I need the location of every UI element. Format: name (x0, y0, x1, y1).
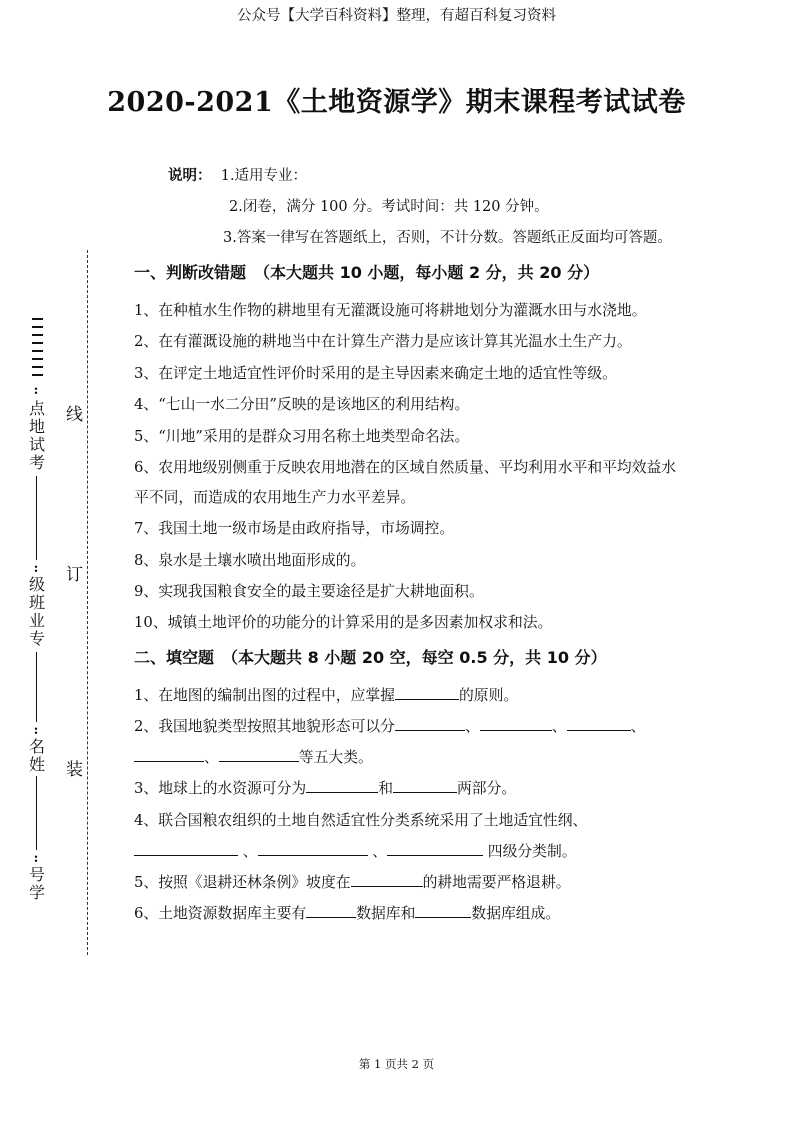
binding-char-line: 线 (66, 405, 83, 425)
name-underline (36, 776, 37, 850)
answer-blank (395, 685, 459, 700)
judge-question-5: 5、“川地”采用的是群众习用名称土地类型命名法。 (134, 428, 470, 445)
judge-question-4: 4、“七山一水二分田”反映的是该地区的利用结构。 (134, 396, 470, 413)
fill-question-1: 1、在地图的编制出图的过程中，应掌握 的原则。 (134, 687, 519, 704)
judge-question-3: 3、在评定土地适宜性评价时采用的是主导因素来确定土地的适宜性等级。 (134, 365, 617, 382)
judge-question-7: 7、我国土地一级市场是由政府指导，市场调控。 (134, 520, 455, 537)
answer-blank (134, 841, 238, 856)
judge-question-6-cont: 平不同，而造成的农用地生产力水平差异。 (134, 489, 416, 506)
answer-blank (134, 747, 204, 762)
judge-question-8: 8、泉水是土壤水喷出地面形成的。 (134, 552, 366, 569)
section-2-title: 二、填空题 （本大题共 8 小题 20 空，每空 0.5 分，共 10 分） (134, 648, 607, 667)
judge-question-2: 2、在有灌溉设施的耕地当中在计算生产潜力是应该计算其光温水土生产力。 (134, 333, 632, 350)
fill-question-2-cont: 、 等五大类。 (134, 746, 373, 767)
name-label: 名姓 (28, 737, 45, 774)
answer-blank (415, 903, 471, 918)
answer-blank (306, 903, 356, 918)
answer-blank (480, 716, 552, 731)
judge-question-6: 6、农用地级别侧重于反映农用地潜在的区域自然质量、平均利用水平和平均效益水 (134, 459, 677, 476)
page-number: 第 1 页共 2 页 (358, 1057, 435, 1071)
binding-dashed-line (87, 250, 88, 955)
binding-char-zhuang: 装 (66, 760, 83, 780)
answer-blank (258, 841, 368, 856)
header-note: 公众号【大学百科资料】整理，有超百科复习资料 (237, 8, 556, 24)
section-1-title: 一、判断改错题 （本大题共 10 小题，每小题 2 分，共 20 分） (134, 263, 600, 282)
fill-question-3: 3、地球上的水资源可分为 和 两部分。 (134, 780, 517, 797)
answer-blank (351, 872, 423, 887)
fill-question-2: 2、我国地貌类型按照其地貌形态可以分 、 、 、 (134, 718, 646, 735)
answer-blank (219, 747, 299, 762)
exam-site-label: 点地试考 (28, 399, 45, 472)
fill-question-5: 5、按照《退耕还林条例》坡度在 的耕地需要严格退耕。 (134, 874, 571, 891)
instruction-2: 2.闭卷，满分 100 分。考试时间：共 120 分钟。 (229, 199, 549, 215)
name-colon: : (33, 723, 39, 738)
answer-blank (567, 716, 631, 731)
student-id-colon: : (33, 851, 39, 866)
exam-site-underline (36, 476, 37, 560)
class-major-label: 级班业专 (28, 575, 45, 648)
student-id-label: 号学 (28, 865, 45, 902)
judge-question-1: 1、在种植水生作物的耕地里有无灌溉设施可将耕地划分为灌溉水田与水浇地。 (134, 302, 647, 319)
binding-char-ding: 订 (66, 565, 83, 585)
judge-question-9: 9、实现我国粮食安全的最主要途径是扩大耕地面积。 (134, 583, 484, 600)
answer-blank (393, 778, 457, 793)
fill-question-6: 6、土地资源数据库主要有 数据库和 数据库组成。 (134, 905, 561, 922)
answer-blank (387, 841, 483, 856)
class-major-colon: : (33, 561, 39, 576)
fill-question-4: 4、联合国粮农组织的土地自然适宜性分类系统采用了土地适宜性纲、 (134, 812, 588, 829)
exam-site-colon: : (33, 383, 39, 398)
exam-site-dashes (27, 318, 47, 382)
answer-blank (395, 716, 465, 731)
class-major-underline (36, 652, 37, 722)
instruction-1: 1.适用专业： (220, 168, 308, 184)
instructions-label: 说明： (168, 167, 212, 184)
exam-title: 2020-2021《土地资源学》期末课程考试试卷 (107, 87, 686, 118)
answer-blank (306, 778, 378, 793)
instruction-3: 3.答案一律写在答题纸上，否则，不计分数。答题纸正反面均可答题。 (223, 230, 672, 246)
fill-question-4-cont: 、 、 四级分类制。 (134, 840, 577, 861)
judge-question-10: 10、城镇土地评价的功能分的计算采用的是多因素加权求和法。 (134, 614, 553, 631)
